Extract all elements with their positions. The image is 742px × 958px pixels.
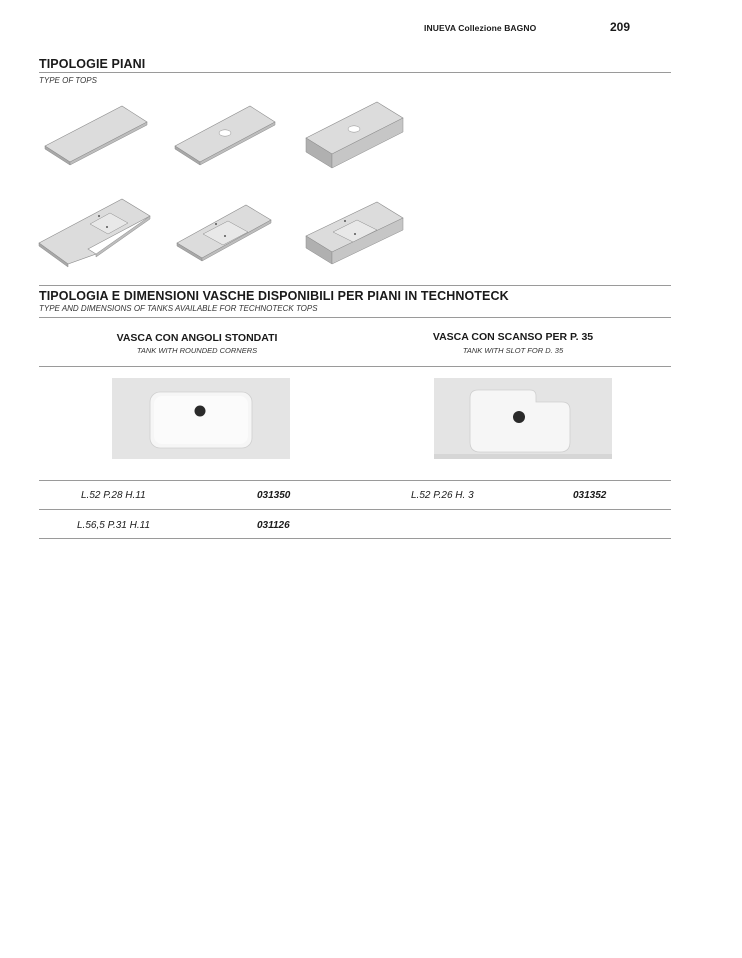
page-number: 209 xyxy=(610,20,631,34)
tank-title-slot: VASCA CON SCANSO PER P. 35 xyxy=(432,331,594,343)
top-with-hole-drawing xyxy=(174,104,276,166)
section-title-tanks: TIPOLOGIA E DIMENSIONI VASCHE DISPONIBILI PER PIANI IN TECHNOTECK xyxy=(39,289,509,303)
row1-dim-rounded: L.52 P.28 H.11 xyxy=(81,490,146,501)
divider xyxy=(39,366,671,367)
divider xyxy=(39,317,671,318)
divider xyxy=(39,480,671,481)
tank-slot-image xyxy=(434,378,612,459)
divider xyxy=(39,509,671,510)
section-subtitle-tops: TYPE OF TOPS xyxy=(39,76,97,85)
section-subtitle-tanks: TYPE AND DIMENSIONS OF TANKS AVAILABLE FOR TECHNOTECK TOPS xyxy=(39,304,318,313)
row2-code-rounded: 031126 xyxy=(257,520,290,531)
top-with-sink-drawing xyxy=(176,203,272,263)
top-flat-drawing xyxy=(44,104,148,166)
top-thick-with-sink-drawing xyxy=(305,212,405,268)
top-thick-with-hole-drawing xyxy=(305,100,405,170)
tank-rounded-image xyxy=(112,378,290,459)
top-shaped-with-sink-drawing xyxy=(38,197,152,269)
divider xyxy=(39,285,671,286)
tank-title-rounded: VASCA CON ANGOLI STONDATI xyxy=(116,332,278,344)
divider xyxy=(39,538,671,539)
row1-code-slot: 031352 xyxy=(573,490,607,501)
row2-dim-rounded: L.56,5 P.31 H.11 xyxy=(77,520,151,531)
section-title-tops: TIPOLOGIE PIANI xyxy=(39,57,146,71)
divider xyxy=(39,72,671,73)
row1-code-rounded: 031350 xyxy=(257,490,291,501)
tank-subtitle-rounded: TANK WITH ROUNDED CORNERS xyxy=(136,346,258,355)
tank-subtitle-slot: TANK WITH SLOT FOR D. 35 xyxy=(462,346,564,355)
row1-dim-slot: L.52 P.26 H. 3 xyxy=(411,490,474,501)
header-brand: INUEVA Collezione BAGNO xyxy=(424,23,537,33)
